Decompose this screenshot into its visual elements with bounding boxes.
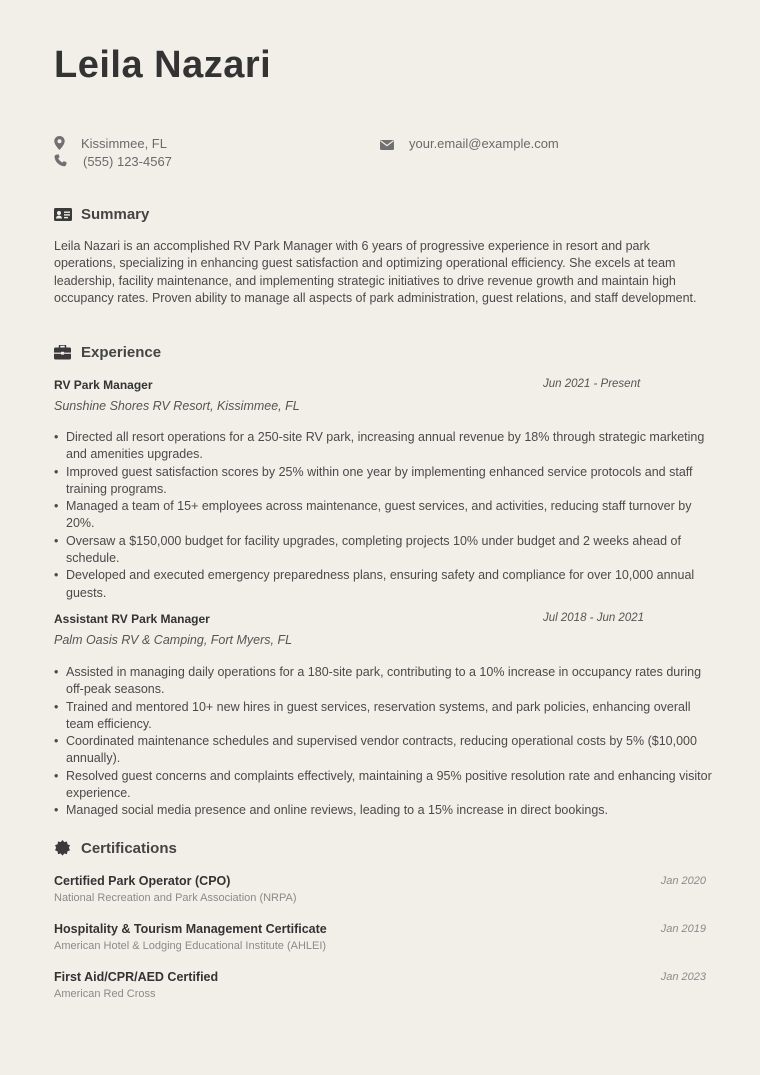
certification-date: Jan 2019	[660, 923, 706, 935]
list-item: • Coordinated maintenance schedules and supervised vendor contracts, reducing operational costs by 5% ($10,000 annually).	[54, 733, 714, 768]
list-item: • Resolved guest concerns and complaints effectively, maintaining a 95% positive resolution rate and enhancing visitor experience.	[54, 768, 714, 803]
id-card-icon	[54, 208, 72, 226]
contact-email	[380, 136, 630, 152]
briefcase-icon	[54, 345, 71, 365]
list-item: • Developed and executed emergency preparedness plans, ensuring safety and compliance for over 10,000 annual guests.	[54, 567, 714, 602]
phone-icon	[54, 154, 67, 170]
summary-section-header	[54, 206, 254, 226]
summary-text: Leila Nazari is an accomplished RV Park Manager with 6 years of progressive experience in resort and park operations, specializing in enhancing guest satisfaction and optimizing operational efficiency. She excels at team leadership, facility maintenance, and implementing strategic initiatives to drive revenue growth and maintain high occupancy rates. Proven ability to manage all aspects of park administration, guest relations, and staff development.	[54, 239, 697, 305]
job-title: Assistant RV Park Manager	[54, 612, 210, 626]
contact-location	[54, 136, 254, 152]
contact-phone	[54, 154, 254, 170]
certification-title: Certified Park Operator (CPO)	[54, 874, 231, 888]
job-bullets	[54, 429, 714, 602]
phone-text: (555) 123-4567	[83, 154, 172, 169]
map-pin-icon	[54, 136, 65, 153]
location-text: Kissimmee, FL	[81, 136, 167, 151]
certifications-heading: Certifications	[81, 840, 177, 857]
candidate-name: Leila Nazari	[54, 44, 272, 86]
list-item: • Improved guest satisfaction scores by 25% within one year by implementing enhanced service protocols and staff training programs.	[54, 464, 714, 499]
list-item: • Managed social media presence and online reviews, leading to a 15% increase in direct bookings.	[54, 802, 714, 819]
certification-date: Jan 2020	[660, 875, 706, 887]
job-bullets	[54, 664, 714, 820]
certification-org: National Recreation and Park Association (NRPA)	[54, 892, 297, 904]
job-date: Jun 2021 - Present	[543, 378, 641, 390]
list-item: • Oversaw a $150,000 budget for facility upgrades, completing projects 10% under budget and 2 weeks ahead of schedule.	[54, 533, 714, 568]
email-text: your.email@example.com	[409, 136, 559, 151]
job-company: Palm Oasis RV & Camping, Fort Myers, FL	[54, 633, 293, 647]
certification-date: Jan 2023	[660, 971, 706, 983]
list-item: • Managed a team of 15+ employees across maintenance, guest services, and activities, reducing staff turnover by 20%.	[54, 498, 714, 533]
envelope-icon	[380, 138, 394, 153]
job-company: Sunshine Shores RV Resort, Kissimmee, FL	[54, 399, 300, 413]
job-title: RV Park Manager	[54, 378, 153, 392]
certificate-badge-icon	[54, 840, 71, 862]
certification-title: First Aid/CPR/AED Certified	[54, 970, 219, 984]
certification-org: American Hotel & Lodging Educational Institute (AHLEI)	[54, 940, 327, 952]
list-item: • Assisted in managing daily operations for a 180-site park, contributing to a 10% increase in occupancy rates during off-peak seasons.	[54, 664, 714, 699]
list-item: • Directed all resort operations for a 250-site RV park, increasing annual revenue by 18% through strategic marketing and amenities upgrades.	[54, 429, 714, 464]
experience-section-header	[54, 344, 254, 364]
job-date: Jul 2018 - Jun 2021	[543, 612, 645, 624]
certification-org: American Red Cross	[54, 988, 156, 1000]
list-item: • Trained and mentored 10+ new hires in guest services, reservation systems, and park policies, enhancing overall team efficiency.	[54, 699, 714, 734]
certification-title: Hospitality & Tourism Management Certificate	[54, 922, 327, 936]
certifications-section-header	[54, 840, 274, 860]
summary-heading: Summary	[81, 206, 150, 223]
experience-heading: Experience	[81, 344, 162, 361]
